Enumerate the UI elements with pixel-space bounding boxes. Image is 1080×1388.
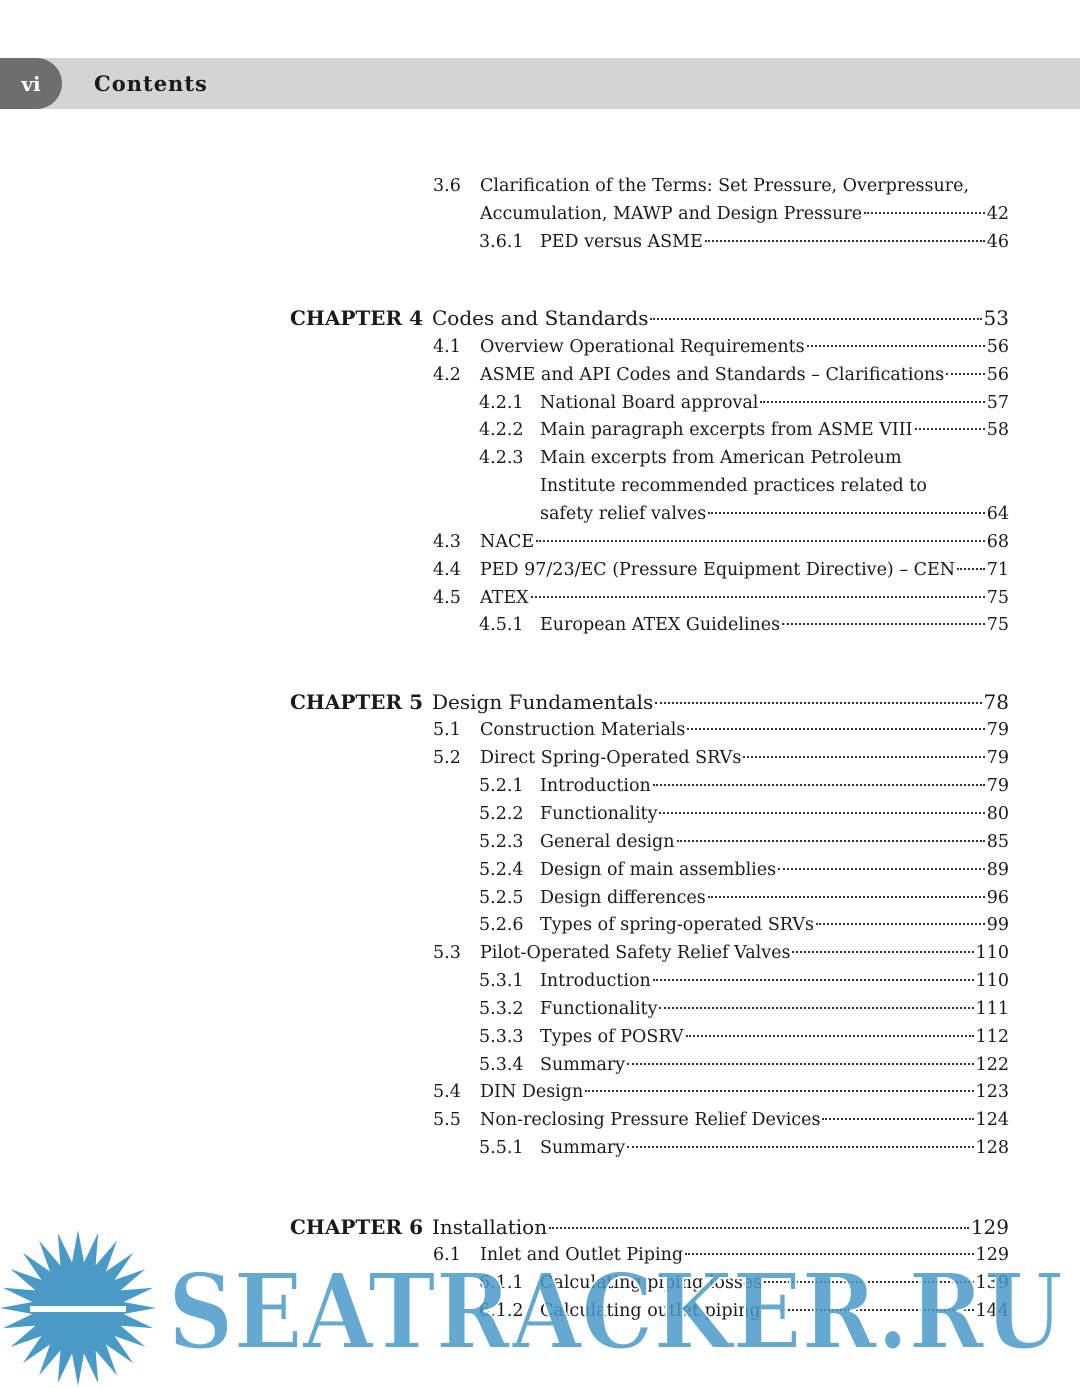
toc-title: Types of spring-operated SRVs <box>540 915 814 935</box>
toc-title: Types of POSRV <box>540 1027 684 1047</box>
toc-page-number: 89 <box>986 860 1009 880</box>
toc-title: Introduction <box>540 776 651 796</box>
leader-dots <box>686 1035 974 1037</box>
toc-entry-4-2-3[interactable] <box>479 444 1009 472</box>
toc-number: 6.1 <box>433 1245 461 1265</box>
toc-number: 5.3.3 <box>479 1027 524 1047</box>
toc-title: Overview Operational Requirements <box>480 337 805 357</box>
toc-chapter-5[interactable] <box>290 687 1009 717</box>
toc-number: 5.2.6 <box>479 915 524 935</box>
chapter-label: CHAPTER 6 <box>290 1215 423 1239</box>
leader-dots <box>822 1118 973 1120</box>
toc-number: 4.3 <box>433 532 461 552</box>
leader-dots <box>778 868 985 870</box>
toc-page-number: 96 <box>986 888 1009 908</box>
toc-entry-5-2-5[interactable] <box>479 884 1009 912</box>
toc-title-line: Clarification of the Terms: Set Pressure, Overpressure, <box>480 176 970 196</box>
toc-title: ASME and API Codes and Standards – Clarifications <box>480 365 945 385</box>
toc-page-number: 110 <box>975 943 1009 963</box>
leader-dots <box>743 756 984 758</box>
leader-dots <box>946 373 984 375</box>
toc-page-number: 139 <box>975 1273 1009 1293</box>
toc-title: Functionality <box>540 804 658 824</box>
toc-number: 3.6.1 <box>479 232 524 252</box>
toc-page-number: 56 <box>986 365 1009 385</box>
leader-dots <box>792 951 973 953</box>
toc-page-number: 71 <box>986 560 1009 580</box>
toc-entry-5-1[interactable] <box>433 716 1009 744</box>
toc-number: 6.1.1 <box>479 1273 524 1293</box>
leader-dots <box>816 923 985 925</box>
chapter-label: CHAPTER 4 <box>290 306 423 330</box>
chapter-title: Design Fundamentals <box>432 690 654 714</box>
toc-page-number: 110 <box>975 971 1009 991</box>
leader-dots <box>782 623 985 625</box>
chapter-title: Codes and Standards <box>432 306 649 330</box>
toc-number: 5.2.4 <box>479 860 524 880</box>
toc-entry-3-6-cont[interactable] <box>480 200 1009 228</box>
leader-dots <box>760 401 984 403</box>
watermark-logo <box>0 1228 1080 1388</box>
toc-page-number: 68 <box>986 532 1009 552</box>
toc-page-number: 75 <box>986 615 1009 635</box>
leader-dots <box>807 345 985 347</box>
toc-page-number: 122 <box>975 1055 1009 1075</box>
toc-entry-3-6-1[interactable] <box>479 228 1009 256</box>
leader-dots <box>627 1063 973 1065</box>
toc-title: National Board approval <box>540 393 759 413</box>
toc-page-number: 129 <box>975 1245 1009 1265</box>
toc-entry-5-2[interactable] <box>433 744 1009 772</box>
toc-page-number: 79 <box>986 720 1009 740</box>
toc-entry-5-3-2[interactable] <box>479 995 1009 1023</box>
leader-dots <box>653 784 985 786</box>
toc-title: European ATEX Guidelines <box>540 615 781 635</box>
toc-title: PED versus ASME <box>540 232 703 252</box>
toc-number: 4.1 <box>433 337 461 357</box>
toc-page-number: 79 <box>986 776 1009 796</box>
toc-page-number: 128 <box>975 1138 1009 1158</box>
leader-dots <box>687 728 984 730</box>
toc-number: 4.5 <box>433 588 461 608</box>
toc-entry-4-2-1[interactable] <box>479 389 1009 417</box>
leader-dots <box>585 1090 973 1092</box>
toc-entry-5-3-3[interactable] <box>479 1023 1009 1051</box>
toc-page-number: 129 <box>970 1215 1009 1239</box>
sunburst-icon <box>0 1230 156 1386</box>
toc-number: 5.3.1 <box>479 971 524 991</box>
toc-entry-5-3[interactable] <box>433 939 1009 967</box>
toc-number: 6.1.2 <box>479 1301 524 1321</box>
toc-entry-5-3-1[interactable] <box>479 967 1009 995</box>
toc-title: Calculating outlet piping <box>540 1301 761 1321</box>
toc-title: Main paragraph excerpts from ASME VIII <box>540 420 913 440</box>
toc-number: 5.4 <box>433 1082 461 1102</box>
leader-dots <box>659 812 984 814</box>
toc-number: 5.2.3 <box>479 832 524 852</box>
toc-title: Introduction <box>540 971 651 991</box>
toc-entry-5-4[interactable] <box>433 1078 1009 1106</box>
toc-page-number: 144 <box>975 1301 1009 1321</box>
toc-title: Construction Materials <box>480 720 686 740</box>
toc-number: 5.1 <box>433 720 461 740</box>
toc-entry-5-3-4[interactable] <box>479 1051 1009 1079</box>
toc-page-number: 123 <box>975 1082 1009 1102</box>
toc-page-number: 57 <box>986 393 1009 413</box>
toc-entry-3-6[interactable] <box>433 172 1009 200</box>
leader-dots <box>708 512 985 514</box>
toc-title: Inlet and Outlet Piping <box>480 1245 684 1265</box>
toc-entry-5-2-4[interactable] <box>479 856 1009 884</box>
toc-page-number: 85 <box>986 832 1009 852</box>
toc-entry-5-5-1[interactable] <box>479 1134 1009 1162</box>
toc-title-line: safety relief valves <box>540 504 707 524</box>
toc-entry-4-1[interactable] <box>433 333 1009 361</box>
toc-entry-4-5-1[interactable] <box>479 611 1009 639</box>
leader-dots <box>536 540 985 542</box>
toc-number: 4.2 <box>433 365 461 385</box>
toc-entry-4-5[interactable] <box>433 584 1009 612</box>
toc-number: 4.4 <box>433 560 461 580</box>
toc-number: 4.2.2 <box>479 420 524 440</box>
toc-title: Calculating piping losses <box>540 1273 763 1293</box>
toc-entry-4-4[interactable] <box>433 556 1009 584</box>
toc-title-line: Accumulation, MAWP and Design Pressure <box>480 204 863 224</box>
toc-number: 4.5.1 <box>479 615 524 635</box>
toc-page-number: 53 <box>983 306 1009 330</box>
toc-entry-4-2-2[interactable] <box>479 416 1009 444</box>
leader-dots <box>659 1007 973 1009</box>
toc-entry-5-2-6[interactable] <box>479 911 1009 939</box>
toc-entry-5-2-3[interactable] <box>479 828 1009 856</box>
toc-title: ATEX <box>480 588 529 608</box>
toc-page-number: 46 <box>986 232 1009 252</box>
toc-number: 5.3 <box>433 943 461 963</box>
leader-dots <box>705 240 985 242</box>
toc-title: PED 97/23/EC (Pressure Equipment Directive) – CEN <box>480 560 956 580</box>
chapter-title: Installation <box>432 1215 548 1239</box>
toc-number: 5.5.1 <box>479 1138 524 1158</box>
leader-dots <box>627 1146 973 1148</box>
toc-number: 4.2.3 <box>479 448 524 468</box>
toc-title: Non-reclosing Pressure Relief Devices <box>480 1110 821 1130</box>
toc-title: Design differences <box>540 888 706 908</box>
toc-page-number: 124 <box>975 1110 1009 1130</box>
leader-dots <box>653 979 974 981</box>
toc-title-line: Main excerpts from American Petroleum <box>540 448 902 468</box>
toc-page-number: 99 <box>986 915 1009 935</box>
toc-entry-5-2-1[interactable] <box>479 772 1009 800</box>
toc-page-number: 112 <box>975 1027 1009 1047</box>
toc-page-number: 42 <box>986 204 1009 224</box>
toc-page-number: 111 <box>975 999 1009 1019</box>
toc-entry-4-2-3-cont2[interactable] <box>540 500 1009 528</box>
leader-dots <box>915 428 985 430</box>
page-number-tab: vi <box>0 58 62 109</box>
toc-page-number: 79 <box>986 748 1009 768</box>
toc-title-line: Institute recommended practices related to <box>540 476 927 496</box>
leader-dots <box>650 318 981 320</box>
toc-page-number: 58 <box>986 420 1009 440</box>
toc-title: General design <box>540 832 675 852</box>
toc-title: NACE <box>480 532 535 552</box>
toc-number: 4.2.1 <box>479 393 524 413</box>
toc-number: 5.2.1 <box>479 776 524 796</box>
leader-dots <box>864 212 985 214</box>
toc-title: Direct Spring-Operated SRVs <box>480 748 742 768</box>
toc-title: Summary <box>540 1055 626 1075</box>
toc-number: 5.2 <box>433 748 461 768</box>
leader-dots <box>677 840 985 842</box>
toc-entry-4-2[interactable] <box>433 361 1009 389</box>
toc-entry-4-2-3-cont1[interactable] <box>540 472 1009 500</box>
toc-page-number: 64 <box>986 504 1009 524</box>
leader-dots <box>957 568 985 570</box>
toc-page-number: 78 <box>983 690 1009 714</box>
watermark-text: SEATRACKER.RU <box>168 1250 1063 1373</box>
toc-title: Functionality <box>540 999 658 1019</box>
toc-title: Pilot-Operated Safety Relief Valves <box>480 943 791 963</box>
toc-number: 3.6 <box>433 176 461 196</box>
leader-dots <box>708 896 985 898</box>
toc-page-number: 80 <box>986 804 1009 824</box>
toc-number: 5.3.4 <box>479 1055 524 1075</box>
toc-chapter-4[interactable] <box>290 303 1009 333</box>
toc-number: 5.3.2 <box>479 999 524 1019</box>
toc-entry-4-3[interactable] <box>433 528 1009 556</box>
running-header-title: Contents <box>94 71 208 96</box>
toc-number: 5.2.5 <box>479 888 524 908</box>
toc-entry-5-2-2[interactable] <box>479 800 1009 828</box>
toc-title: Design of main assemblies <box>540 860 777 880</box>
toc-title: Summary <box>540 1138 626 1158</box>
toc-title: DIN Design <box>480 1082 584 1102</box>
leader-dots <box>655 702 981 704</box>
toc-page-number: 56 <box>986 337 1009 357</box>
leader-dots <box>531 596 985 598</box>
toc-number: 5.5 <box>433 1110 461 1130</box>
toc-number: 5.2.2 <box>479 804 524 824</box>
chapter-label: CHAPTER 5 <box>290 690 423 714</box>
toc-page-number: 75 <box>986 588 1009 608</box>
toc-entry-5-5[interactable] <box>433 1106 1009 1134</box>
